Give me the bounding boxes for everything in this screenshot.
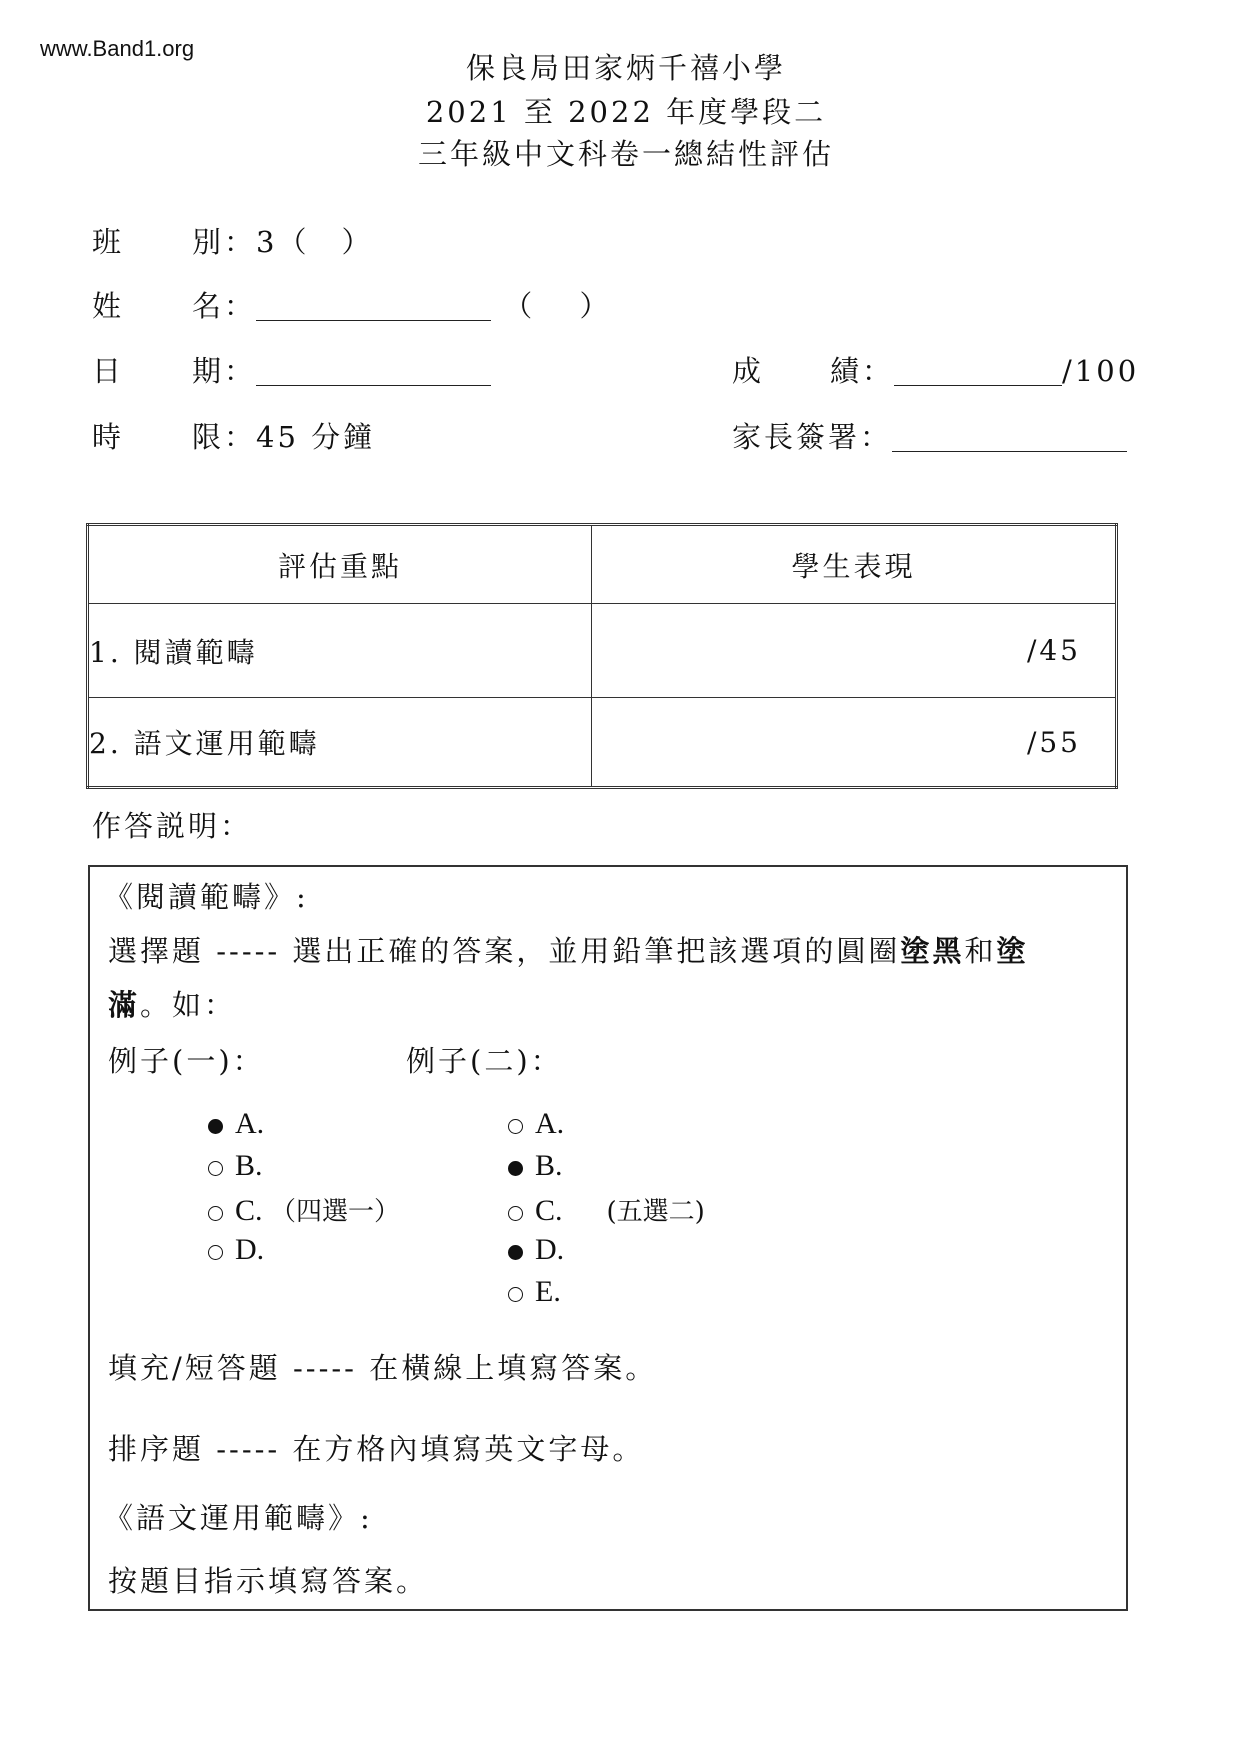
score-total: /100 — [1062, 354, 1140, 388]
exam-title: 三年級中文科卷一總結性評估 — [417, 137, 834, 171]
parent-signature-label: 家長簽署： — [732, 420, 893, 454]
table-cell-score[interactable]: /45 — [592, 604, 1117, 698]
school-name: 保良局田家炳千禧小學 — [465, 51, 786, 85]
class-label-2: 別： — [192, 225, 257, 259]
date-label-2: 期： — [192, 354, 257, 388]
instructions-box — [88, 865, 1128, 1611]
class-number-paren[interactable]: （ ） — [503, 289, 612, 323]
filled-circle-icon — [508, 1161, 523, 1176]
date-label-1: 日 — [92, 354, 125, 388]
filled-circle-icon — [208, 1119, 223, 1134]
empty-circle-icon — [508, 1119, 523, 1134]
mc-instruction-end: 。如： — [140, 988, 237, 1022]
language-instruction: 按題目指示填寫答案。 — [108, 1564, 429, 1598]
empty-circle-icon — [508, 1206, 523, 1221]
table-cell-item: 2. 語文運用範疇 — [88, 698, 592, 788]
school-year: 2021 至 2022 年度學段二 — [425, 95, 827, 129]
assessment-table — [86, 523, 1118, 789]
example-2-label: 例子(二)： — [406, 1044, 563, 1078]
watermark: www.Band1.org — [40, 36, 195, 61]
option-letter: D. — [535, 1233, 565, 1266]
name-field[interactable] — [256, 294, 491, 321]
option-letter: A. — [235, 1107, 265, 1140]
option-letter: C. — [535, 1194, 563, 1227]
class-label-1: 班 — [92, 225, 125, 259]
time-value: 45 分鐘 — [256, 420, 376, 454]
mc-emphasis: 滿 — [108, 988, 141, 1022]
example-2-options — [508, 1107, 705, 1317]
table-row — [88, 604, 1117, 698]
empty-circle-icon — [208, 1206, 223, 1221]
empty-circle-icon — [208, 1245, 223, 1260]
table-row — [88, 698, 1117, 788]
example-1-options — [208, 1107, 400, 1275]
option-letter: A. — [535, 1107, 565, 1140]
date-field[interactable] — [256, 359, 491, 386]
time-label-1: 時 — [92, 420, 125, 454]
table-header: 學生表現 — [592, 525, 1117, 604]
time-label-2: 限： — [192, 420, 257, 454]
empty-circle-icon — [208, 1161, 223, 1176]
option-letter: B. — [235, 1149, 263, 1182]
language-section-title: 《語文運用範疇》: — [104, 1501, 373, 1535]
score-label-2: 績： — [830, 354, 895, 388]
mc-emphasis: 塗 — [996, 934, 1029, 968]
table-header: 評估重點 — [88, 525, 592, 604]
example-1-note: （四選一） — [270, 1197, 401, 1227]
instructions-title: 作答説明： — [92, 809, 253, 843]
reading-section-title: 《閱讀範疇》: — [104, 880, 309, 914]
empty-circle-icon — [508, 1287, 523, 1302]
name-label-1: 姓 — [92, 289, 125, 323]
parent-signature-field[interactable] — [892, 425, 1127, 452]
score-field[interactable] — [894, 359, 1062, 386]
score-label-1: 成 — [732, 354, 765, 388]
mc-and: 和 — [964, 934, 997, 968]
name-label-2: 名： — [192, 289, 257, 323]
filled-circle-icon — [508, 1245, 523, 1260]
mc-emphasis: 塗黑 — [900, 934, 965, 968]
table-cell-score[interactable]: /55 — [592, 698, 1117, 788]
class-value[interactable]: 3（ ） — [256, 225, 374, 259]
example-2-note: (五選二) — [606, 1197, 705, 1227]
option-letter: C. — [235, 1194, 263, 1227]
option-letter: D. — [235, 1233, 265, 1266]
ordering-instruction: 排序題 ----- 在方格內填寫英文字母。 — [108, 1432, 645, 1466]
example-1-label: 例子(一)： — [108, 1044, 265, 1078]
mc-instruction: 選擇題 ----- 選出正確的答案，並用鉛筆把該選項的圓圈 — [108, 934, 901, 968]
table-cell-item: 1. 閱讀範疇 — [88, 604, 592, 698]
option-letter: E. — [535, 1275, 561, 1308]
option-letter: B. — [535, 1149, 563, 1182]
fill-in-instruction: 填充/短答題 ----- 在橫線上填寫答案。 — [108, 1351, 658, 1385]
